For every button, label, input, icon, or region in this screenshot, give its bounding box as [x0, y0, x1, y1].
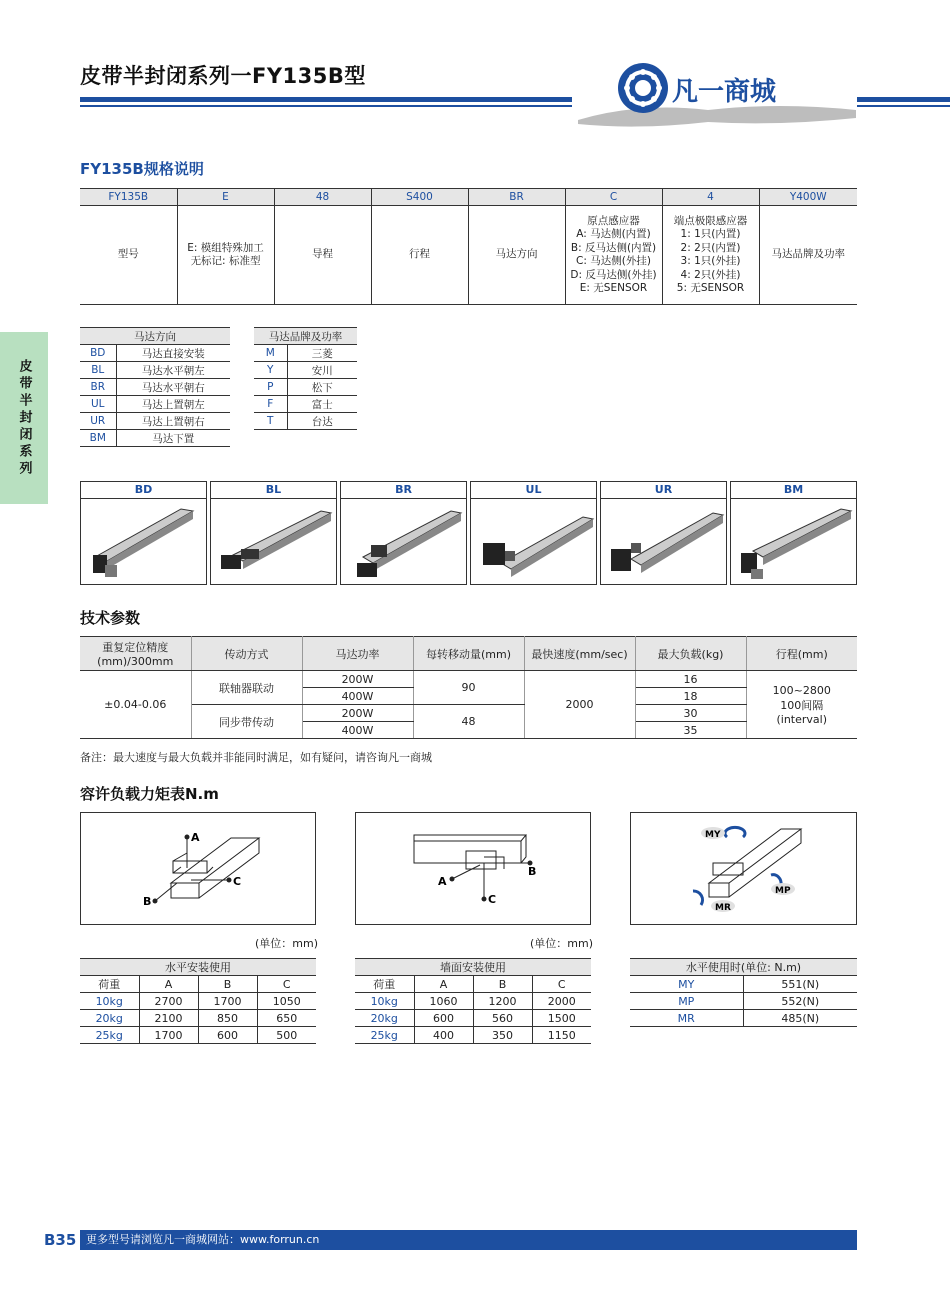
table-row: [630, 976, 857, 993]
spec-desc-line: 3: 1只(外挂): [680, 255, 741, 267]
tech-header-line: 传动方式: [224, 647, 269, 661]
load-col-header: 荷重: [80, 976, 139, 993]
page-number: B35: [44, 1231, 77, 1249]
header-bar-left-thin: [80, 105, 572, 107]
stroke-line: (interval): [776, 712, 828, 726]
moment-table: [630, 958, 857, 1027]
code-cell: BL: [80, 362, 116, 379]
load-weight-cell: 10kg: [355, 993, 414, 1010]
header-bar-right: [857, 97, 950, 102]
table-row: [355, 1010, 591, 1027]
power-cell: 200W: [302, 671, 413, 688]
spec-desc-cell: [759, 206, 857, 305]
load-col-header: 荷重: [355, 976, 414, 993]
spec-code-cell: Y400W: [759, 189, 857, 206]
power-cell: 400W: [302, 688, 413, 705]
tech-title: 技术参数: [80, 609, 141, 627]
mount-option-ul: [470, 481, 597, 585]
tech-header-line: (mm)/300mm: [97, 655, 174, 668]
actuator-image: [81, 499, 206, 588]
speed-cell: 2000: [524, 671, 635, 739]
table-row: [80, 362, 230, 379]
spec-code-cell: C: [565, 189, 662, 206]
moment-name-cell: MR: [630, 1010, 743, 1027]
accuracy-cell: ±0.04-0.06: [80, 671, 191, 739]
value-cell: 马达水平朝右: [116, 379, 230, 396]
table-row: [630, 993, 857, 1010]
header-bar-right-thin: [857, 105, 950, 107]
load-col-header: B: [473, 976, 532, 993]
page-title: 皮带半封闭系列一FY135B型: [80, 64, 366, 88]
table-row: [80, 1010, 316, 1027]
load-weight-cell: 25kg: [80, 1027, 139, 1044]
moment-value-cell: 485(N): [743, 1010, 857, 1027]
load-cell: 35: [635, 722, 746, 739]
spec-desc-cell: [565, 206, 662, 305]
load-value-cell: 1500: [532, 1010, 591, 1027]
value-cell: 富士: [287, 396, 357, 413]
load-value-cell: 1150: [532, 1027, 591, 1044]
horizontal-load-table: [80, 958, 316, 1044]
load-value-cell: 650: [257, 1010, 316, 1027]
code-cell: F: [254, 396, 287, 413]
spec-code-cell: FY135B: [80, 189, 177, 206]
spec-code-cell: S400: [371, 189, 468, 206]
code-cell: Y: [254, 362, 287, 379]
footer-bar: 更多型号请浏览凡一商城网站：www.forrun.cn: [80, 1230, 857, 1250]
diagram-moment: [630, 812, 857, 925]
spec-desc-line: 无标记: 标准型: [190, 255, 261, 267]
label-b: B: [143, 895, 152, 908]
table-row: [80, 993, 316, 1010]
load-value-cell: 1200: [473, 993, 532, 1010]
value-cell: 马达下置: [116, 430, 230, 447]
code-cell: UR: [80, 413, 116, 430]
side-tab: 皮带半封闭系列: [0, 332, 48, 504]
load-col-header: C: [257, 976, 316, 993]
spec-table: [80, 188, 857, 305]
load-value-cell: 400: [414, 1027, 473, 1044]
load-value-cell: 560: [473, 1010, 532, 1027]
code-cell: BR: [80, 379, 116, 396]
load-value-cell: 1060: [414, 993, 473, 1010]
spec-desc-line: 端点极限感应器: [673, 214, 748, 227]
tech-header-line: 重复定位精度: [102, 641, 169, 654]
moment-table-title: 水平使用时(单位: N.m): [630, 959, 857, 976]
spec-desc-line: E: 无SENSOR: [579, 282, 648, 294]
spec-desc-cell: [662, 206, 759, 305]
spec-desc-line: 行程: [409, 248, 430, 261]
spec-desc-line: 4: 2只(外挂): [680, 268, 741, 281]
load-value-cell: 600: [414, 1010, 473, 1027]
mount-label: BL: [211, 482, 336, 499]
header-bar-left: [80, 97, 572, 102]
motor-brand-table: [254, 327, 357, 430]
spec-desc-cell: [274, 206, 371, 305]
tech-header-line: 最大负载(kg): [657, 647, 724, 661]
spec-title: FY135B规格说明: [80, 160, 204, 178]
tech-header-cell: [191, 637, 302, 671]
brand-logo: [578, 58, 856, 130]
table-row: [80, 430, 230, 447]
spec-code-cell: 4: [662, 189, 759, 206]
label-my: MY: [705, 830, 721, 840]
moment-value-cell: 552(N): [743, 993, 857, 1010]
mount-label: BR: [341, 482, 466, 499]
label-c: C: [233, 875, 242, 888]
value-cell: 台达: [287, 413, 357, 430]
load-value-cell: 2700: [139, 993, 198, 1010]
code-cell: BM: [80, 430, 116, 447]
spec-code-cell: 48: [274, 189, 371, 206]
tech-header-line: 每转移动量(mm): [425, 647, 511, 661]
lead-cell: 90: [413, 671, 524, 705]
load-weight-cell: 25kg: [355, 1027, 414, 1044]
note-text: 备注：最大速度与最大负载并非能同时满足，如有疑问，请咨询凡一商城: [80, 751, 432, 764]
tech-header-line: 最快速度(mm/sec): [531, 647, 628, 661]
load-value-cell: 1700: [198, 993, 257, 1010]
spec-desc-line: C: 马达侧(外挂): [576, 255, 651, 267]
tech-header-cell: [524, 637, 635, 671]
lead-cell: 48: [413, 705, 524, 739]
spec-desc-line: 5: 无SENSOR: [676, 282, 745, 294]
tech-header-cell: [80, 637, 191, 671]
table-row: [80, 345, 230, 362]
tech-header-line: 行程(mm): [775, 647, 828, 661]
value-cell: 马达直接安装: [116, 345, 230, 362]
load-value-cell: 600: [198, 1027, 257, 1044]
table-row: [80, 413, 230, 430]
unit-label: (单位：mm): [530, 937, 594, 950]
value-cell: 安川: [287, 362, 357, 379]
load-cell: 18: [635, 688, 746, 705]
actuator-image: [601, 499, 726, 588]
drive-coupling-cell: 联轴器联动: [191, 671, 302, 705]
spec-desc-line: E: 模组特殊加工: [187, 241, 264, 254]
code-cell: T: [254, 413, 287, 430]
spec-desc-line: D: 反马达侧(外挂): [570, 268, 657, 281]
label-a: A: [191, 831, 200, 844]
label-c: C: [488, 893, 497, 906]
load-col-header: B: [198, 976, 257, 993]
stroke-line: 100间隔: [780, 698, 824, 712]
tech-header-cell: [635, 637, 746, 671]
mount-label: UR: [601, 482, 726, 499]
label-mp: MP: [775, 886, 791, 896]
horizontal-title: 水平安装使用: [80, 959, 316, 976]
code-cell: P: [254, 379, 287, 396]
mount-label: BD: [81, 482, 206, 499]
load-cell: 30: [635, 705, 746, 722]
mount-option-br: [340, 481, 467, 585]
table-row: [80, 396, 230, 413]
table-row: [355, 1027, 591, 1044]
tech-table: [80, 636, 857, 739]
load-value-cell: 500: [257, 1027, 316, 1044]
spec-desc-line: A: 马达侧(内置): [576, 228, 651, 240]
moment-name-cell: MP: [630, 993, 743, 1010]
tech-header-cell: [746, 637, 857, 671]
table-row: [254, 345, 357, 362]
actuator-image: [211, 499, 336, 588]
mount-option-bm: [730, 481, 857, 585]
code-cell: BD: [80, 345, 116, 362]
moment-value-cell: 551(N): [743, 976, 857, 993]
mount-label: UL: [471, 482, 596, 499]
code-cell: UL: [80, 396, 116, 413]
stroke-cell: [746, 671, 857, 739]
value-cell: 马达上置朝右: [116, 413, 230, 430]
drive-belt-cell: 同步带传动: [191, 705, 302, 739]
wall-load-table: [355, 958, 591, 1044]
load-col-header: A: [139, 976, 198, 993]
motor-direction-table: [80, 327, 230, 447]
load-value-cell: 1050: [257, 993, 316, 1010]
motor-direction-header: 马达方向: [80, 328, 230, 345]
moment-title: 容许负载力矩表N.m: [80, 785, 219, 803]
spec-desc-line: B: 反马达侧(内置): [570, 241, 657, 254]
motor-brand-header: 马达品牌及功率: [254, 328, 357, 345]
power-cell: 200W: [302, 705, 413, 722]
load-cell: 16: [635, 671, 746, 688]
value-cell: 松下: [287, 379, 357, 396]
load-weight-cell: 20kg: [80, 1010, 139, 1027]
value-cell: 马达上置朝左: [116, 396, 230, 413]
tech-header-cell: [302, 637, 413, 671]
spec-desc-cell: [80, 206, 177, 305]
table-row: [254, 379, 357, 396]
table-row: [80, 379, 230, 396]
spec-desc-cell: [371, 206, 468, 305]
spec-desc-line: 型号: [117, 248, 139, 261]
stroke-line: 100~2800: [772, 683, 831, 697]
logo-text: 凡一商城: [672, 77, 777, 107]
load-value-cell: 1700: [139, 1027, 198, 1044]
code-cell: M: [254, 345, 287, 362]
spec-desc-line: 马达方向: [495, 248, 538, 261]
unit-label: (单位：mm): [255, 937, 319, 950]
spec-desc-line: 1: 1只(内置): [680, 228, 741, 240]
spec-desc-line: 导程: [312, 248, 333, 261]
table-row: [254, 362, 357, 379]
load-value-cell: 850: [198, 1010, 257, 1027]
table-row: [355, 993, 591, 1010]
actuator-image: [731, 499, 856, 588]
table-row: [254, 413, 357, 430]
diagram-wall: [355, 812, 591, 925]
mount-option-ur: [600, 481, 727, 585]
table-row: [254, 396, 357, 413]
value-cell: 马达水平朝左: [116, 362, 230, 379]
tech-header-cell: [413, 637, 524, 671]
load-weight-cell: 10kg: [80, 993, 139, 1010]
spec-desc-line: 原点感应器: [587, 214, 640, 227]
value-cell: 三菱: [287, 345, 357, 362]
table-row: [630, 1010, 857, 1027]
actuator-image: [341, 499, 466, 588]
spec-code-cell: E: [177, 189, 274, 206]
load-value-cell: 350: [473, 1027, 532, 1044]
actuator-image: [471, 499, 596, 588]
mount-option-bd: [80, 481, 207, 585]
label-a: A: [438, 875, 447, 888]
moment-name-cell: MY: [630, 976, 743, 993]
table-row: [80, 1027, 316, 1044]
spec-code-cell: BR: [468, 189, 565, 206]
diagram-horizontal: [80, 812, 316, 925]
label-mr: MR: [715, 903, 731, 913]
load-value-cell: 2100: [139, 1010, 198, 1027]
mount-label: BM: [731, 482, 856, 499]
spec-desc-line: 2: 2只(内置): [680, 241, 741, 254]
spec-desc-cell: [177, 206, 274, 305]
tech-header-line: 马达功率: [335, 647, 380, 661]
spec-desc-cell: [468, 206, 565, 305]
power-cell: 400W: [302, 722, 413, 739]
load-col-header: C: [532, 976, 591, 993]
load-weight-cell: 20kg: [355, 1010, 414, 1027]
mount-option-bl: [210, 481, 337, 585]
spec-desc-line: 马达品牌及功率: [771, 248, 845, 261]
load-value-cell: 2000: [532, 993, 591, 1010]
load-col-header: A: [414, 976, 473, 993]
label-b: B: [528, 865, 537, 878]
wall-title: 墙面安装使用: [355, 959, 591, 976]
